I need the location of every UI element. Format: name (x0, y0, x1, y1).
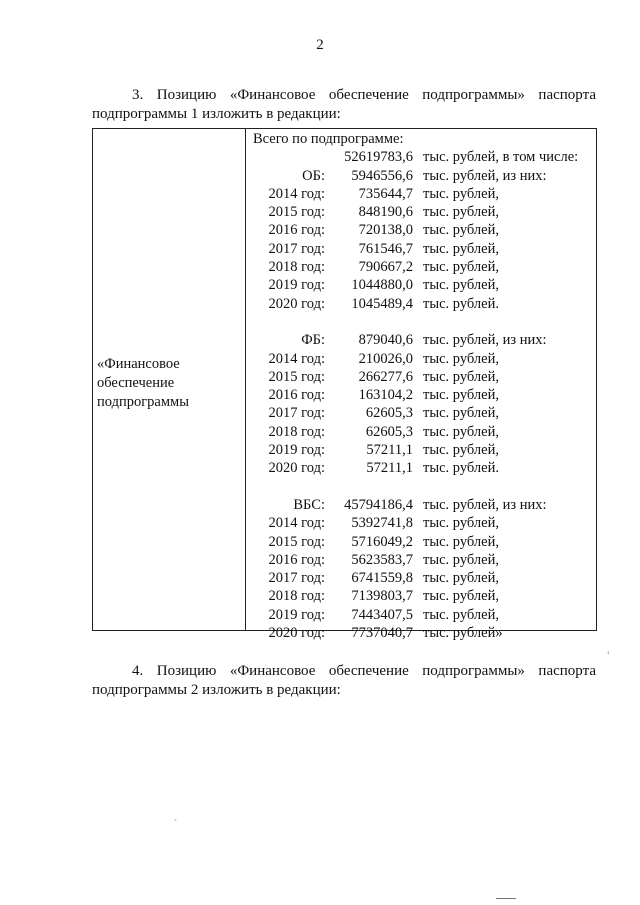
year-value: 735644,7 (358, 185, 413, 202)
fb-summary-row (253, 331, 593, 349)
fb-label: ФБ: (301, 332, 325, 349)
year-label: 2014 год: (268, 515, 325, 532)
year-value: 5623583,7 (351, 551, 413, 568)
table-left-label: «Финансовое обеспечение подпрограммы (97, 356, 189, 410)
year-value: 720138,0 (358, 222, 413, 239)
year-label: 2019 год: (268, 606, 325, 623)
year-value: 6741559,8 (351, 570, 413, 587)
table-row (253, 258, 593, 276)
vbs-value: 45794186,4 (344, 496, 413, 513)
year-unit: тыс. рублей, (423, 533, 499, 550)
ob-label: ОБ: (302, 167, 325, 184)
bottom-divider (496, 898, 516, 899)
paragraph-3-line-1: 3. Позицию «Финансовое обеспечение подпрограммы» паспорта (132, 87, 596, 103)
year-unit: тыс. рублей, (423, 350, 499, 367)
year-value: 266277,6 (358, 368, 413, 385)
year-unit: тыс. рублей, (423, 387, 499, 404)
year-value: 57211,1 (366, 460, 413, 477)
total-value: 52619783,6 (344, 149, 413, 166)
table-row (253, 459, 593, 477)
table-row (253, 587, 593, 605)
year-value: 5392741,8 (351, 515, 413, 532)
paragraph-3-line-2: подпрограммы 1 изложить в редакции: (92, 106, 341, 122)
year-value: 790667,2 (358, 259, 413, 276)
year-label: 2015 год: (268, 533, 325, 550)
table-row (253, 295, 593, 313)
year-label: 2015 год: (268, 368, 325, 385)
year-unit: тыс. рублей, (423, 551, 499, 568)
year-unit: тыс. рублей. (423, 295, 499, 312)
table-row (253, 185, 593, 203)
table-row (253, 569, 593, 587)
year-label: 2018 год: (268, 423, 325, 440)
scan-mark: ˜ (174, 818, 177, 827)
paragraph-4-line-2: подпрограммы 2 изложить в редакции: (92, 682, 341, 698)
year-unit: тыс. рублей, (423, 442, 499, 459)
year-label: 2016 год: (268, 222, 325, 239)
year-label: 2020 год: (268, 460, 325, 477)
paragraph-3 (92, 86, 596, 124)
year-value: 761546,7 (358, 240, 413, 257)
table-row (253, 386, 593, 404)
year-value: 62605,3 (365, 405, 413, 422)
year-unit: тыс. рублей, (423, 515, 499, 532)
year-unit: тыс. рублей» (423, 625, 503, 642)
year-label: 2017 год: (268, 570, 325, 587)
year-label: 2020 год: (268, 625, 325, 642)
table-row (253, 423, 593, 441)
year-label: 2018 год: (268, 259, 325, 276)
total-header: Всего по подпрограмме: (253, 131, 404, 147)
year-value: 1044880,0 (351, 277, 413, 294)
year-unit: тыс. рублей, (423, 277, 499, 294)
table-row (253, 404, 593, 422)
table-row (253, 350, 593, 368)
page-number: 2 (316, 37, 324, 53)
table-row (253, 240, 593, 258)
year-unit: тыс. рублей, (423, 222, 499, 239)
year-label: 2017 год: (268, 240, 325, 257)
fb-value: 879040,6 (358, 332, 413, 349)
scan-mark: ‹ (607, 648, 610, 657)
table-row (253, 276, 593, 294)
paragraph-4 (92, 662, 596, 700)
year-label: 2018 год: (268, 588, 325, 605)
year-label: 2014 год: (268, 185, 325, 202)
year-unit: тыс. рублей, (423, 204, 499, 221)
year-label: 2017 год: (268, 405, 325, 422)
year-unit: тыс. рублей, (423, 570, 499, 587)
table-header-row (253, 130, 593, 148)
table-row (253, 606, 593, 624)
year-value: 7443407,5 (351, 606, 413, 623)
year-unit: тыс. рублей. (423, 460, 499, 477)
table-row (253, 441, 593, 459)
vbs-summary-row (253, 496, 593, 514)
table-row (253, 221, 593, 239)
year-label: 2014 год: (268, 350, 325, 367)
year-unit: тыс. рублей, (423, 423, 499, 440)
year-unit: тыс. рублей, (423, 405, 499, 422)
ob-summary-row (253, 167, 593, 185)
year-label: 2015 год: (268, 204, 325, 221)
year-value: 1045489,4 (351, 295, 413, 312)
total-unit: тыс. рублей, в том числе: (423, 149, 579, 166)
year-unit: тыс. рублей, (423, 185, 499, 202)
section-spacer (253, 478, 593, 496)
year-value: 57211,1 (366, 442, 413, 459)
total-row (253, 148, 593, 166)
year-unit: тыс. рублей, (423, 240, 499, 257)
year-unit: тыс. рублей, (423, 588, 499, 605)
table-row (253, 624, 593, 642)
year-value: 210026,0 (358, 350, 413, 367)
vbs-unit: тыс. рублей, из них: (423, 496, 547, 513)
year-unit: тыс. рублей, (423, 606, 499, 623)
table-row (253, 551, 593, 569)
table-right-cell (253, 130, 593, 642)
table-row (253, 203, 593, 221)
year-unit: тыс. рублей, (423, 259, 499, 276)
table-column-divider (245, 129, 246, 630)
year-label: 2020 год: (268, 295, 325, 312)
year-value: 5716049,2 (351, 533, 413, 550)
year-value: 163104,2 (358, 387, 413, 404)
ob-value: 5946556,6 (351, 167, 413, 184)
year-value: 848190,6 (358, 204, 413, 221)
ob-unit: тыс. рублей, из них: (423, 167, 547, 184)
year-value: 62605,3 (365, 423, 413, 440)
year-label: 2016 год: (268, 387, 325, 404)
year-value: 7139803,7 (351, 588, 413, 605)
year-unit: тыс. рублей, (423, 368, 499, 385)
table-row (253, 533, 593, 551)
year-label: 2019 год: (268, 277, 325, 294)
paragraph-4-line-1: 4. Позицию «Финансовое обеспечение подпрограммы» паспорта (132, 663, 596, 679)
year-label: 2016 год: (268, 551, 325, 568)
year-value: 7737040,7 (351, 625, 413, 642)
section-spacer (253, 313, 593, 331)
table-row (253, 368, 593, 386)
year-label: 2019 год: (268, 442, 325, 459)
financing-table (92, 128, 597, 642)
fb-unit: тыс. рублей, из них: (423, 332, 547, 349)
vbs-label: ВБС: (293, 496, 325, 513)
table-row (253, 514, 593, 532)
